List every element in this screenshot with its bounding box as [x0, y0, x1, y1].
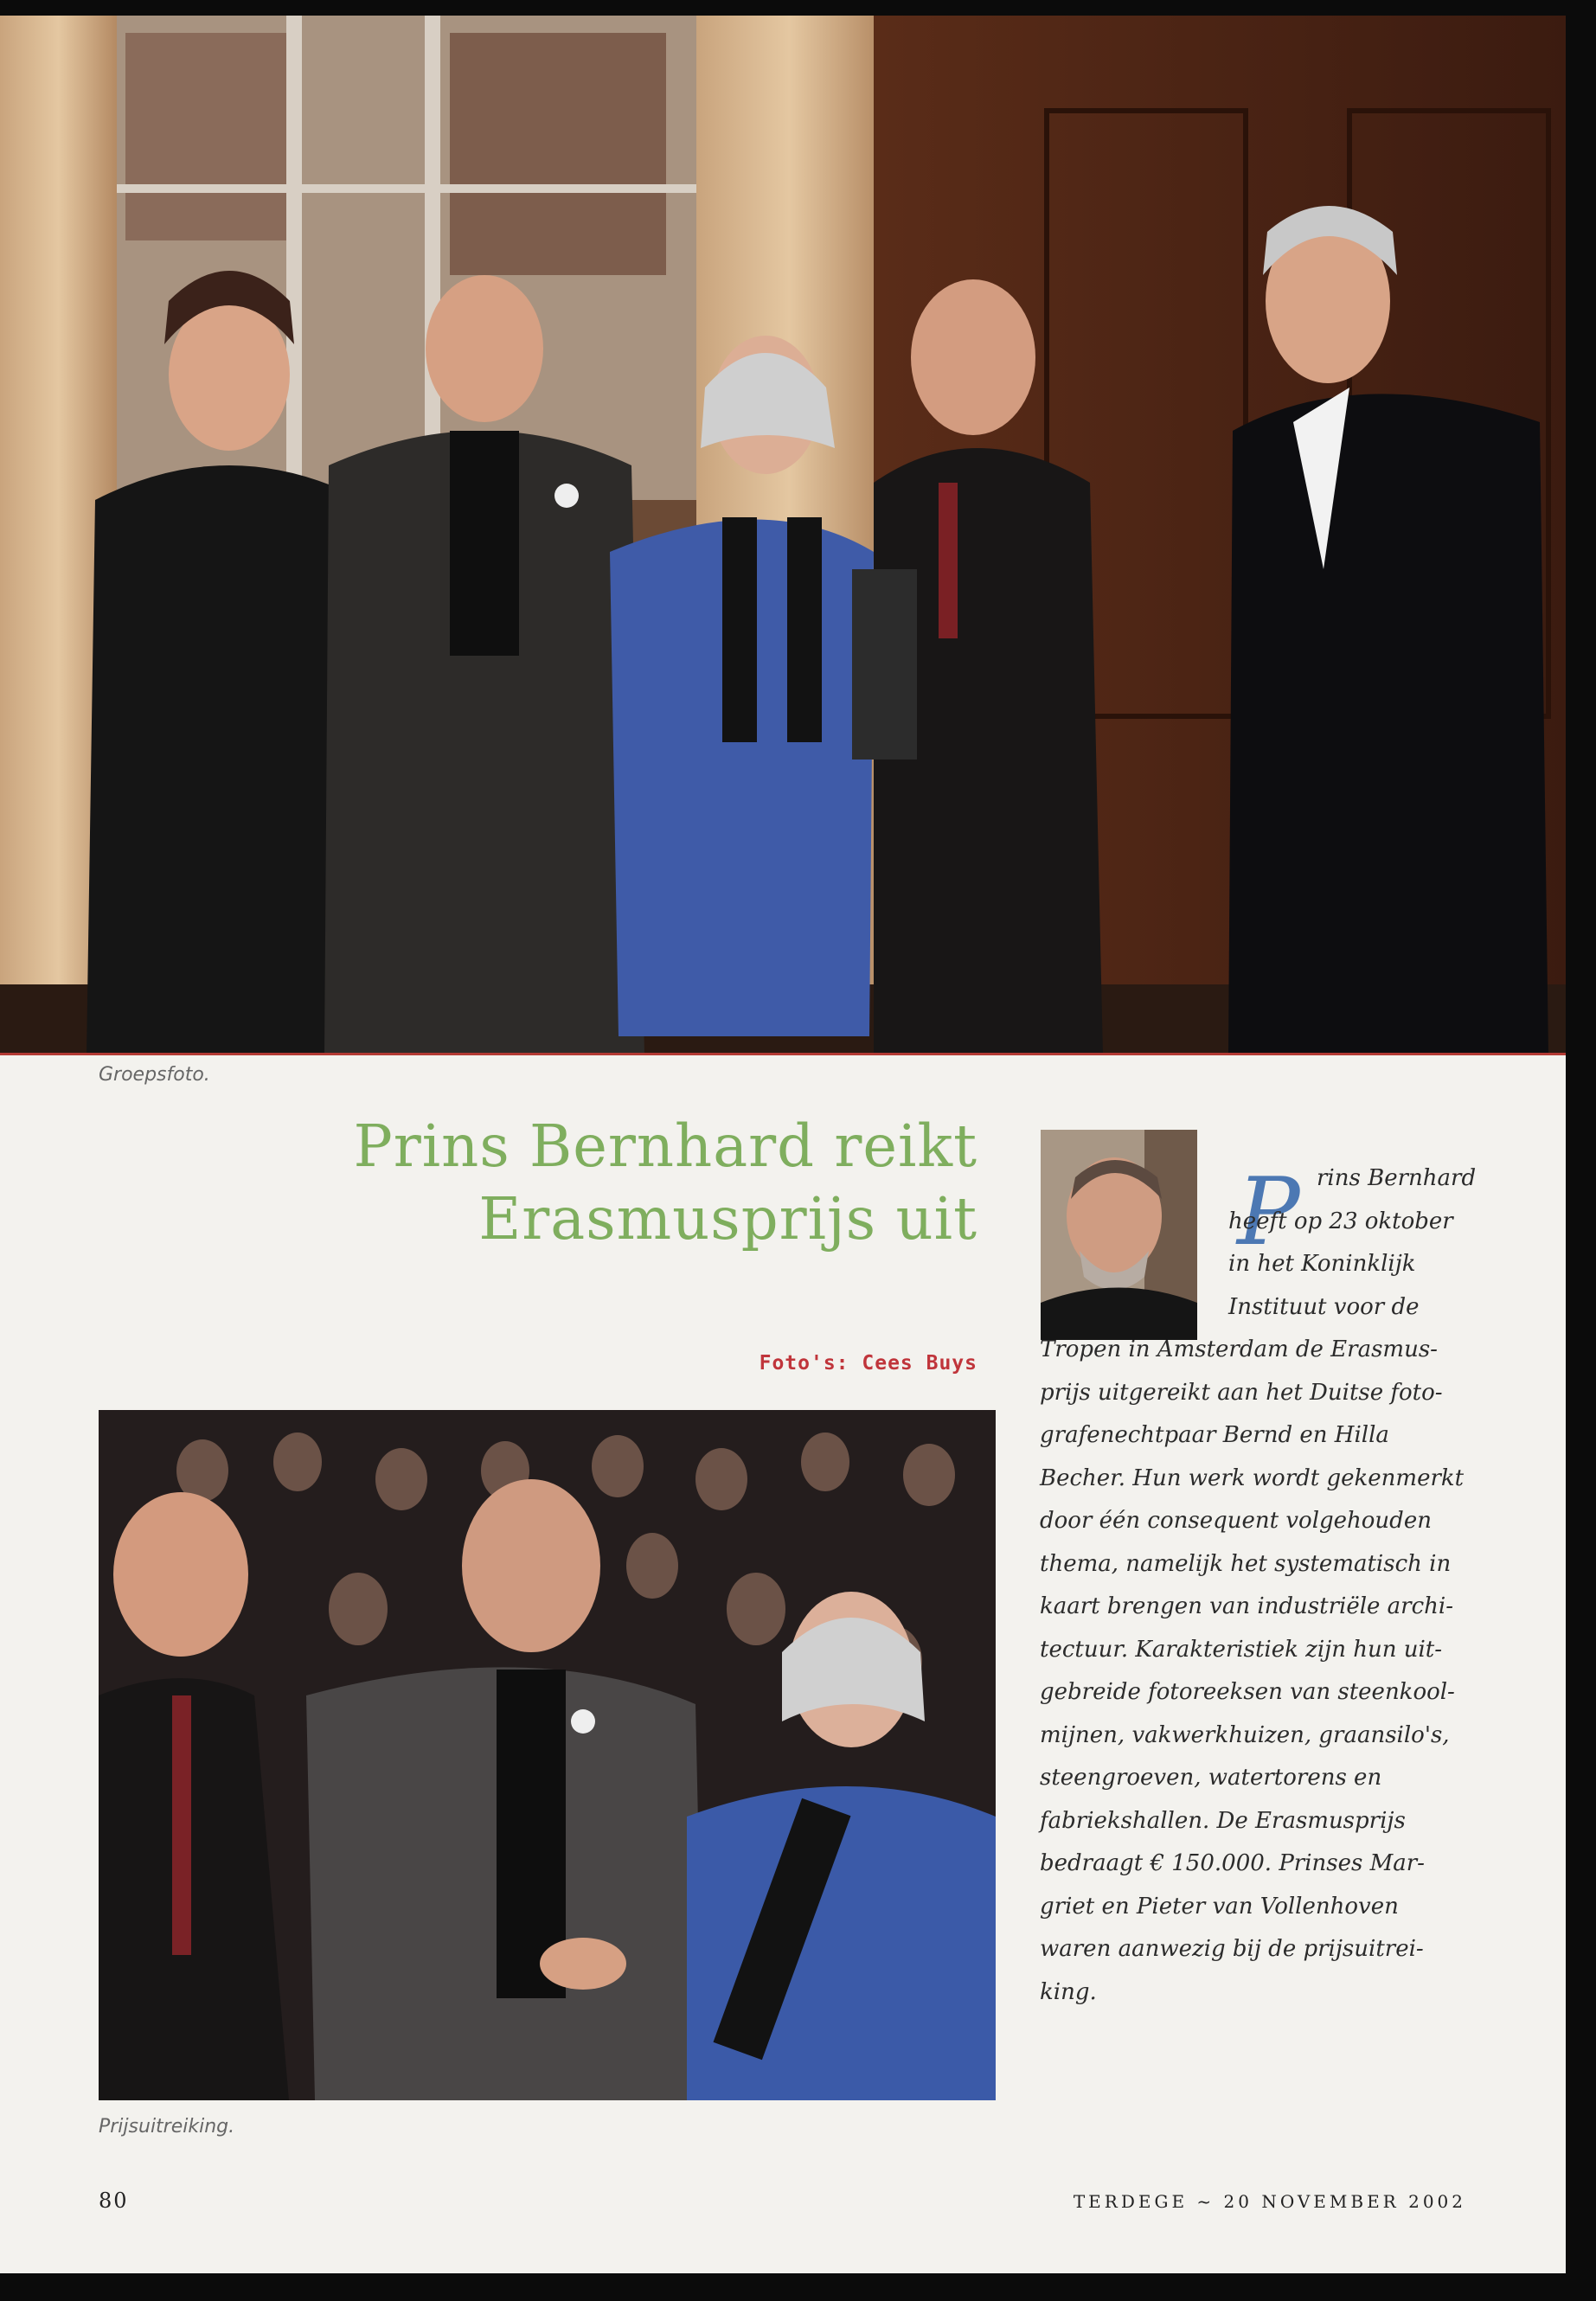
- article-line: grafenechtpaar Bernd en Hilla: [1040, 1422, 1389, 1448]
- article-line: tectuur. Karakteristiek zijn hun uit-: [1040, 1636, 1443, 1663]
- article-line: king.: [1040, 1978, 1097, 2005]
- article-line: Instituut voor de: [1228, 1293, 1420, 1320]
- article-line: fabriekshallen. De Erasmusprijs: [1040, 1807, 1406, 1834]
- article-line: kaart brengen van industriële archi-: [1040, 1593, 1454, 1619]
- article-line: prijs uitgereikt aan het Duitse foto-: [1040, 1379, 1443, 1406]
- photo-rule: [0, 1053, 1566, 1055]
- award-photo-image: [99, 1410, 996, 2100]
- article-line: Tropen in Amsterdam de Erasmus-: [1040, 1336, 1438, 1362]
- bottom-photo-caption: Prijsuitreiking.: [99, 2116, 235, 2138]
- group-photo: [0, 16, 1566, 1055]
- headline: [199, 1110, 977, 1255]
- headline-line-2: Erasmusprijs uit: [478, 1185, 977, 1253]
- photo-credit: Foto's: Cees Buys: [759, 1352, 977, 1375]
- article-line: door één consequent volgehouden: [1040, 1508, 1432, 1534]
- headline-line-1: Prins Bernhard reikt: [353, 1112, 977, 1180]
- group-photo-image: [0, 16, 1566, 1055]
- page-number: 80: [99, 2189, 129, 2213]
- running-head: TERDEGE ~ 20 NOVEMBER 2002: [1073, 2191, 1466, 2212]
- article-line: griet en Pieter van Vollenhoven: [1040, 1893, 1399, 1920]
- drop-cap: P: [1237, 1158, 1300, 1266]
- article-line: heeft op 23 oktober: [1228, 1208, 1453, 1234]
- article-line: waren aanwezig bij de prijsuitrei-: [1040, 1936, 1424, 1962]
- article-line: bedraagt € 150.000. Prinses Mar-: [1040, 1850, 1425, 1876]
- article-line: Becher. Hun werk wordt gekenmerkt: [1040, 1465, 1465, 1491]
- article-body: [1040, 1157, 1477, 2014]
- article-line: rins Bernhard: [1317, 1165, 1477, 1191]
- article-line: mijnen, vakwerkhuizen, graansilo's,: [1040, 1721, 1450, 1748]
- article-line: steengroeven, watertorens en: [1040, 1765, 1382, 1791]
- magazine-page: [0, 16, 1566, 2273]
- article-line: in het Koninklijk: [1228, 1251, 1416, 1277]
- article-line: thema, namelijk het systematisch in: [1040, 1550, 1452, 1577]
- top-photo-caption: Groepsfoto.: [99, 1064, 210, 1086]
- article-line: gebreide fotoreeksen van steenkool-: [1040, 1679, 1455, 1705]
- award-photo: [99, 1410, 996, 2100]
